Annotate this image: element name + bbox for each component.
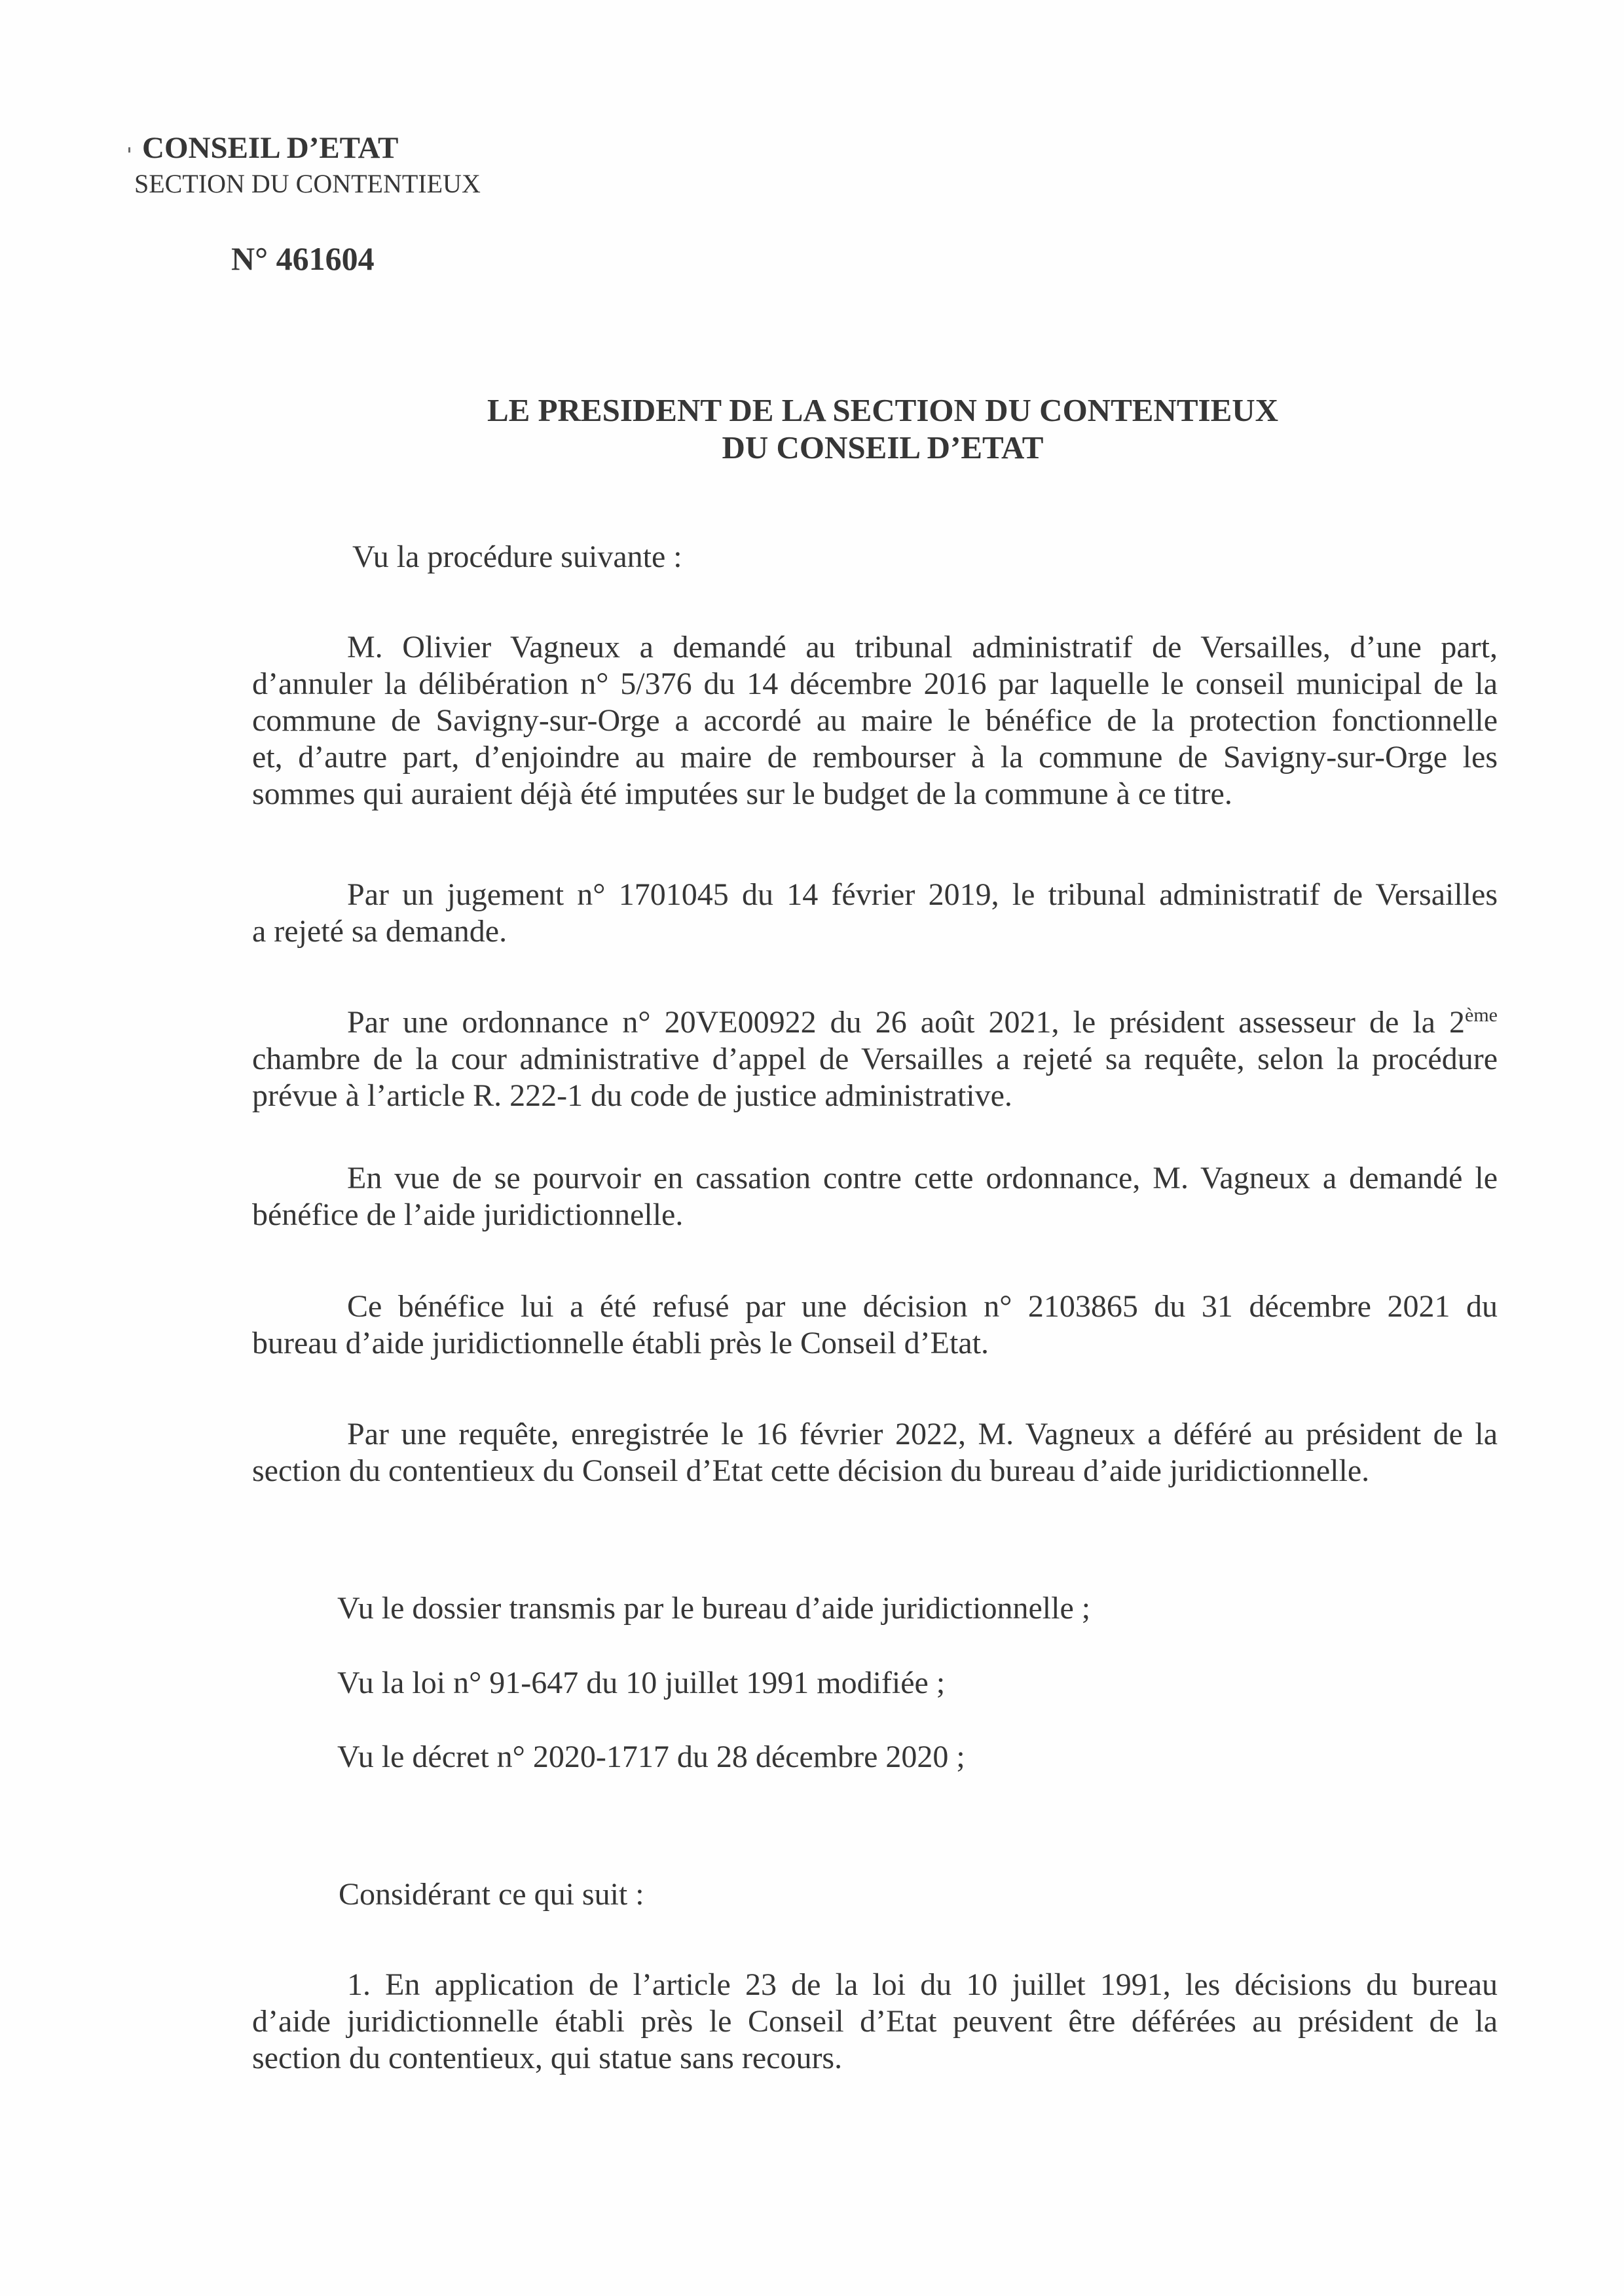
paragraph-line: chambre de la cour administrative d’appel de Versailles a rejeté sa requête, selon la procédure — [252, 1042, 1498, 1076]
paragraph-line: d’aide juridictionnelle établi près le Conseil d’Etat peuvent être déférées au président de la — [252, 2004, 1498, 2039]
paragraph-line: Ce bénéfice lui a été refusé par une décision n° 2103865 du 31 décembre 2021 du — [347, 1289, 1498, 1324]
visa-line: Vu le dossier transmis par le bureau d’aide juridictionnelle ; — [337, 1591, 1091, 1626]
procedure-intro: Vu la procédure suivante : — [352, 539, 682, 574]
procedure-paragraph — [252, 1288, 1498, 1362]
paragraph-line: section du contentieux, qui statue sans recours. — [252, 2041, 843, 2075]
ordinal-superscript: ème — [1465, 1004, 1498, 1026]
header-section: SECTION DU CONTENTIEUX — [134, 169, 481, 198]
scan-mark — [128, 147, 130, 153]
paragraph-line: En vue de se pourvoir en cassation contre cette ordonnance, M. Vagneux a demandé le — [347, 1161, 1498, 1195]
paragraph-line: Par une requête, enregistrée le 16 février 2022, M. Vagneux a déféré au président de la — [347, 1417, 1498, 1451]
document-title — [458, 392, 1307, 466]
paragraph-line: prévue à l’article R. 222-1 du code de justice administrative. — [252, 1078, 1012, 1113]
paragraph-line: et, d’autre part, d’enjoindre au maire de rembourser à la commune de Savigny-sur-Orge les — [252, 740, 1498, 774]
paragraph-line: commune de Savigny-sur-Orge a accordé au maire le bénéfice de la protection fonctionnelle — [252, 703, 1498, 738]
paragraph-line: Par un jugement n° 1701045 du 14 février 2019, le tribunal administratif de Versailles — [347, 877, 1498, 912]
document-title-line: LE PRESIDENT DE LA SECTION DU CONTENTIEUX — [487, 392, 1279, 428]
visa-line: Vu la loi n° 91-647 du 10 juillet 1991 modifiée ; — [337, 1666, 946, 1700]
paragraph-line: d’annuler la délibération n° 5/376 du 14 décembre 2016 par laquelle le conseil municipal de la — [252, 666, 1498, 701]
paragraph-line — [252, 1004, 1498, 1041]
procedure-paragraph — [252, 1416, 1498, 1489]
considering-intro: Considérant ce qui suit : — [339, 1877, 644, 1912]
paragraph-line: section du contentieux du Conseil d’Etat cette décision du bureau d’aide juridictionnelle. — [252, 1453, 1370, 1488]
paragraph-line: sommes qui auraient déjà été imputées sur le budget de la commune à ce titre. — [252, 776, 1232, 811]
procedure-paragraph — [252, 1160, 1498, 1233]
header-institution: CONSEIL D’ETAT — [142, 131, 399, 165]
consideration-paragraph — [252, 1967, 1498, 2077]
procedure-paragraph — [252, 1004, 1498, 1114]
paragraph-line: bureau d’aide juridictionnelle établi près le Conseil d’Etat. — [252, 1326, 989, 1360]
paragraph-line-text: Par une ordonnance n° 20VE00922 du 26 août 2021, le président assesseur de la 2 — [347, 1005, 1466, 1040]
document-title-line: DU CONSEIL D’ETAT — [722, 429, 1044, 465]
paragraph-line: M. Olivier Vagneux a demandé au tribunal administratif de Versailles, d’une part, — [347, 630, 1498, 665]
procedure-paragraph — [252, 877, 1498, 950]
case-number: N° 461604 — [231, 240, 375, 277]
procedure-paragraph — [252, 629, 1498, 812]
paragraph-line: bénéfice de l’aide juridictionnelle. — [252, 1197, 684, 1232]
paragraph-line: a rejeté sa demande. — [252, 914, 507, 949]
visa-line: Vu le décret n° 2020-1717 du 28 décembre 2020 ; — [337, 1740, 965, 1774]
paragraph-line: 1. En application de l’article 23 de la loi du 10 juillet 1991, les décisions du bureau — [347, 1967, 1498, 2002]
